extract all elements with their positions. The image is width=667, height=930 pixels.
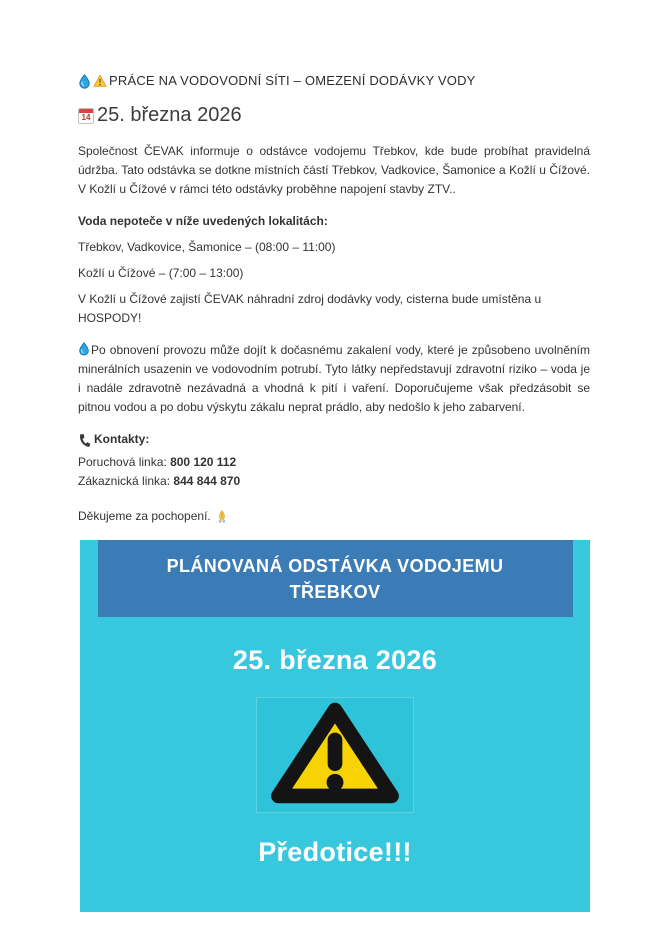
water-drop-icon	[78, 342, 90, 356]
thanks-text: Děkujeme za pochopení.	[78, 509, 211, 523]
contact-number: 844 844 870	[173, 474, 241, 488]
document-title-row	[78, 72, 590, 90]
outage-poster	[80, 540, 590, 912]
warning-sign-icon	[93, 74, 107, 88]
phone-receiver-icon	[78, 433, 92, 447]
date-heading-row	[78, 102, 590, 129]
cistern-note: V Kožlí u Čížové zajistí ČEVAK náhradní zdroj dodávky vody, cisterna bude umístěna u HOSPODY!	[78, 292, 542, 325]
document-title: PRÁCE NA VODOVODNÍ SÍTI – OMEZENÍ DODÁVKY VODY	[109, 73, 476, 88]
water-drop-icon	[78, 74, 91, 89]
contact-line	[78, 453, 590, 472]
contact-number: 800 120 112	[170, 455, 237, 469]
turbidity-text: Po obnovení provozu může dojít k dočasnému zakalení vody, které je způsobeno uvolněním minerálních usazenin ve vodovodním potrubí. Tyto látky nepředstavují zdravotní riziko – voda je i nadále zdravotně nezávadná a vhodná k pití i vaření. Doporučujeme však předzásobit se pitnou vodou a po dobu výskytu zákalu neprat prádlo, aby nedošlo k jeho zabarvení.	[78, 343, 590, 414]
contact-line	[78, 472, 590, 491]
contact-label: Zákaznická linka:	[78, 474, 171, 488]
praying-hands-icon	[215, 510, 229, 524]
contacts-heading-row	[78, 430, 590, 449]
locality-line: Kožlí u Čížové – (7:00 – 13:00)	[78, 266, 244, 280]
contacts-heading: Kontakty:	[94, 432, 150, 446]
poster-banner-title: PLÁNOVANÁ ODSTÁVKA VODOJEMU TŘEBKOV	[98, 540, 573, 617]
contacts-block	[78, 453, 590, 491]
intro-paragraph: Společnost ČEVAK informuje o odstávce vodojemu Třebkov, kde bude probíhat pravidelná údržba. Tato odstávka se dotkne místních částí Třebkov, Vadkovice, Šamonice a Kožlí u Čížové. V Kožlí u Čížové v rámci této odstávky proběhne napojení stavby ZTV..	[78, 144, 590, 196]
contact-label: Poruchová linka:	[78, 455, 167, 469]
date-heading: 25. března 2026	[97, 104, 242, 126]
poster-date: 25. března 2026	[232, 645, 438, 675]
locality-line: Třebkov, Vadkovice, Šamonice – (08:00 – 11:00)	[78, 240, 336, 254]
calendar-icon	[78, 108, 94, 124]
calendar-icon-day: 14	[81, 112, 91, 122]
warning-triangle-icon	[266, 701, 404, 810]
thanks-row	[78, 507, 590, 526]
poster-village: Předotice!!!	[258, 837, 412, 867]
turbidity-paragraph	[78, 341, 590, 417]
no-water-heading: Voda nepoteče v níže uvedených lokalitách:	[78, 214, 328, 228]
warning-triangle-image	[256, 697, 414, 813]
